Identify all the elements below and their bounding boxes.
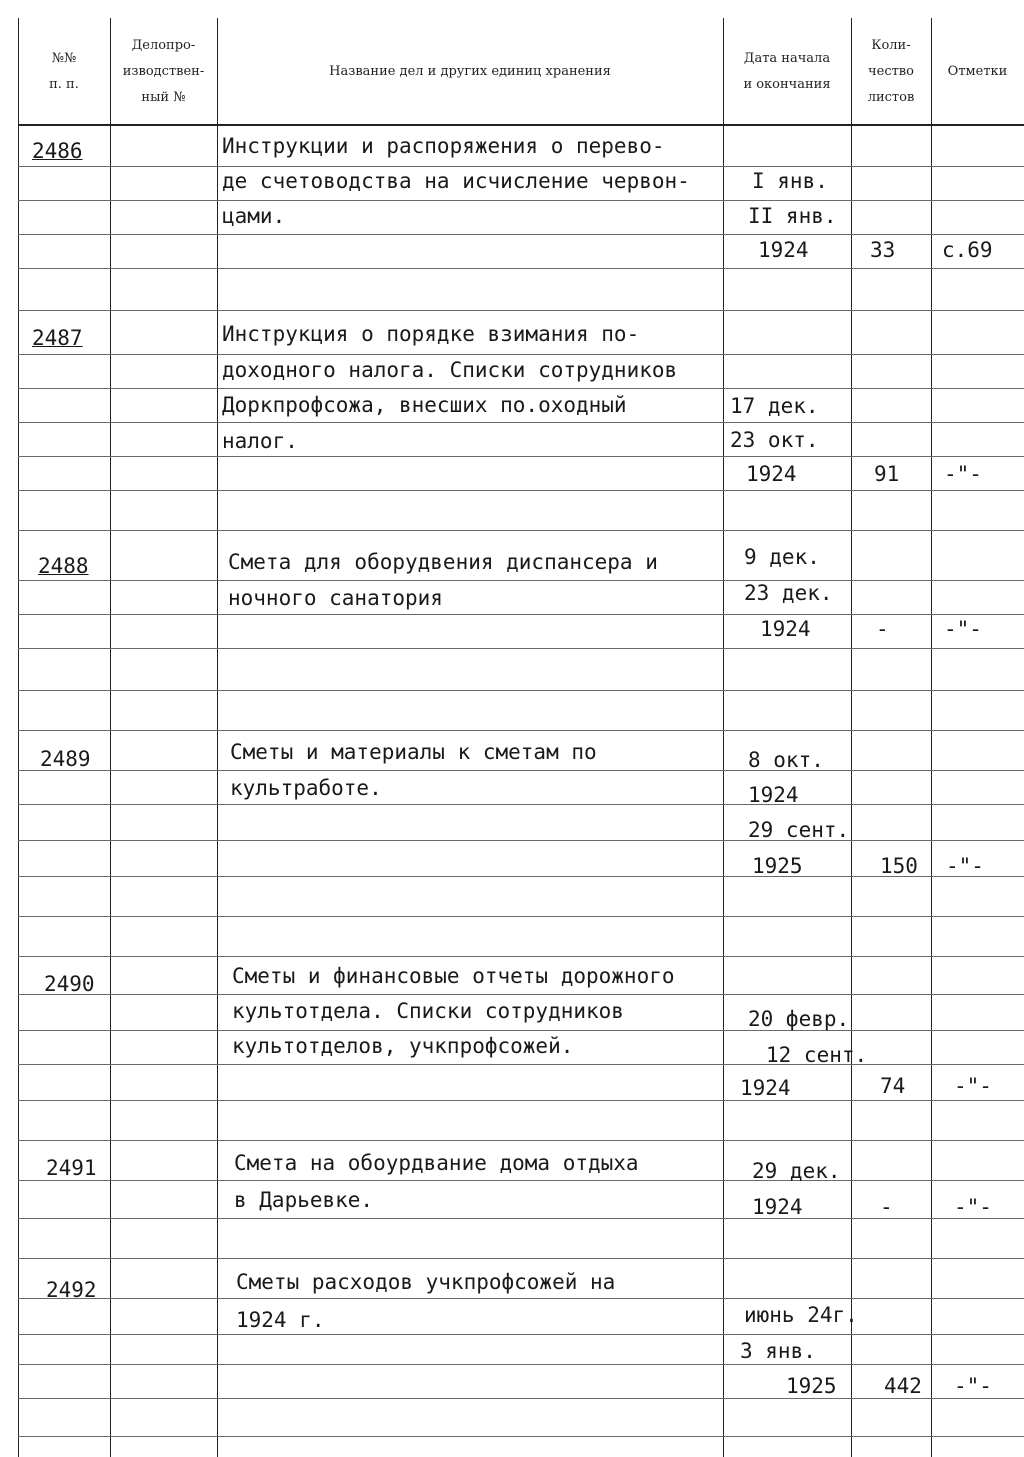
ruled-line (18, 614, 1024, 615)
ruled-line (18, 530, 1024, 531)
entry-title-line: культработе. (230, 776, 382, 800)
header-dates (723, 22, 851, 122)
ruled-line (18, 580, 1024, 581)
header-text: Коли- (871, 38, 911, 53)
ruled-line (18, 1140, 1024, 1141)
ruled-line (18, 456, 1024, 457)
entry-title-line: Инструкция о порядке взимания по- (222, 322, 640, 346)
header-rule (18, 124, 1024, 126)
header-text: №№ (51, 51, 77, 66)
entry-title-line: в Дарьевке. (234, 1188, 374, 1212)
entry-number: 2492 (46, 1278, 97, 1302)
header-text: Отметки (947, 64, 1008, 79)
entry-date: 12 сент. (766, 1043, 868, 1067)
entry-date: 1925 (752, 854, 803, 878)
ruled-line (18, 1100, 1024, 1101)
header-text: п. п. (49, 77, 79, 92)
header-office-number (110, 22, 217, 122)
entry-title-line: 1924 г. (236, 1308, 325, 1332)
entry-sheets: - (880, 1195, 893, 1219)
entry-date: I янв. (752, 169, 828, 193)
header-number (18, 22, 110, 122)
entry-date: 1924 (748, 783, 799, 807)
header-text: Делопро- (131, 38, 196, 53)
entry-number: 2490 (44, 972, 95, 996)
ruled-line (18, 956, 1024, 957)
entry-title-line: культотдела. Списки сотрудников (232, 999, 624, 1023)
header-text: изводствен- (122, 64, 205, 79)
ruled-line (18, 1364, 1024, 1365)
entry-notes: -"- (944, 617, 982, 641)
entry-date: 8 окт. (748, 748, 824, 772)
entry-date: 23 дек. (744, 581, 833, 605)
entry-title-line: Смета на обоурдвание дома отдыха (234, 1151, 639, 1175)
entry-notes: -"- (946, 854, 984, 878)
entry-title-line: Доркпрофсожа, внесших по.оходный (222, 393, 627, 417)
header-sheets (851, 22, 931, 122)
entry-date: 1925 (786, 1374, 837, 1398)
ruled-line (18, 354, 1024, 355)
ruled-line (18, 1030, 1024, 1031)
ruled-line (18, 730, 1024, 731)
ruled-line (18, 876, 1024, 877)
ruled-line (18, 1436, 1024, 1437)
header-notes (931, 22, 1024, 122)
entry-notes: -"- (944, 462, 982, 486)
entry-date: 20 февр. (748, 1007, 850, 1031)
entry-sheets: 74 (880, 1074, 906, 1098)
header-text: ный № (141, 90, 186, 105)
ruled-line (18, 648, 1024, 649)
header-text: и окончания (743, 77, 831, 92)
ruled-line (18, 690, 1024, 691)
ruled-line (18, 422, 1024, 423)
entry-date: 17 дек. (730, 394, 819, 418)
entry-sheets: - (876, 617, 889, 641)
entry-sheets: 442 (884, 1374, 922, 1398)
ruled-line (18, 200, 1024, 201)
header-text: Название дел и других единиц хранения (329, 64, 611, 79)
entry-title-line: Инструкции и распоряжения о перево- (222, 134, 665, 158)
entry-number: 2486 (32, 139, 83, 163)
entry-number: 2489 (40, 747, 91, 771)
entry-number: 2488 (38, 554, 89, 578)
entry-date: 9 дек. (744, 545, 820, 569)
entry-title-line: ночного санатория (228, 586, 443, 610)
ruled-line (18, 268, 1024, 269)
header-text: чество (868, 64, 914, 79)
entry-date: 3 янв. (740, 1339, 816, 1363)
ruled-line (18, 490, 1024, 491)
header-title (217, 22, 723, 122)
entry-title-line: Сметы расходов учкпрофсожей на (236, 1270, 616, 1294)
entry-date: II янв. (748, 204, 837, 228)
entry-title-line: культотделов, учкпрофсожей. (232, 1034, 574, 1058)
entry-title-line: де счетоводства на исчисление червон- (222, 169, 690, 193)
entry-title-line: Сметы и финансовые отчеты дорожного (232, 964, 675, 988)
ruled-line (18, 1398, 1024, 1399)
entry-number: 2487 (32, 326, 83, 350)
entry-date: 1924 (758, 238, 809, 262)
ruled-line (18, 1064, 1024, 1065)
entry-sheets: 91 (874, 462, 900, 486)
entry-sheets: 150 (880, 854, 918, 878)
ruled-line (18, 234, 1024, 235)
ruled-line (18, 1218, 1024, 1219)
ruled-line (18, 840, 1024, 841)
entry-date: 1924 (760, 617, 811, 641)
ruled-line (18, 994, 1024, 995)
entry-notes: -"- (954, 1074, 992, 1098)
entry-title-line: Сметы и материалы к сметам по (230, 740, 597, 764)
ruled-line (18, 1180, 1024, 1181)
entry-title-line: налог. (222, 429, 298, 453)
entry-sheets: 33 (870, 238, 896, 262)
ruled-line (18, 804, 1024, 805)
ruled-line (18, 310, 1024, 311)
entry-date: 1924 (752, 1195, 803, 1219)
entry-notes: с.69 (942, 238, 993, 262)
ruled-line (18, 1334, 1024, 1335)
entry-date: июнь 24г. (744, 1303, 858, 1327)
entry-notes: -"- (954, 1195, 992, 1219)
entry-date: 1924 (746, 462, 797, 486)
ruled-line (18, 1298, 1024, 1299)
entry-date: 29 сент. (748, 818, 850, 842)
entry-date: 29 дек. (752, 1159, 841, 1183)
entry-date: 1924 (740, 1076, 791, 1100)
entry-title-line: доходного налога. Списки сотрудников (222, 358, 678, 382)
entry-number: 2491 (46, 1156, 97, 1180)
entry-date: 23 окт. (730, 428, 819, 452)
entry-title-line: цами. (222, 204, 286, 228)
ruled-line (18, 1258, 1024, 1259)
ruled-line (18, 388, 1024, 389)
ruled-line (18, 916, 1024, 917)
entry-notes: -"- (954, 1374, 992, 1398)
header-text: Дата начала (743, 51, 831, 66)
ruled-line (18, 770, 1024, 771)
header-text: листов (867, 90, 915, 105)
entry-title-line: Смета для оборудвения диспансера и (228, 550, 658, 574)
